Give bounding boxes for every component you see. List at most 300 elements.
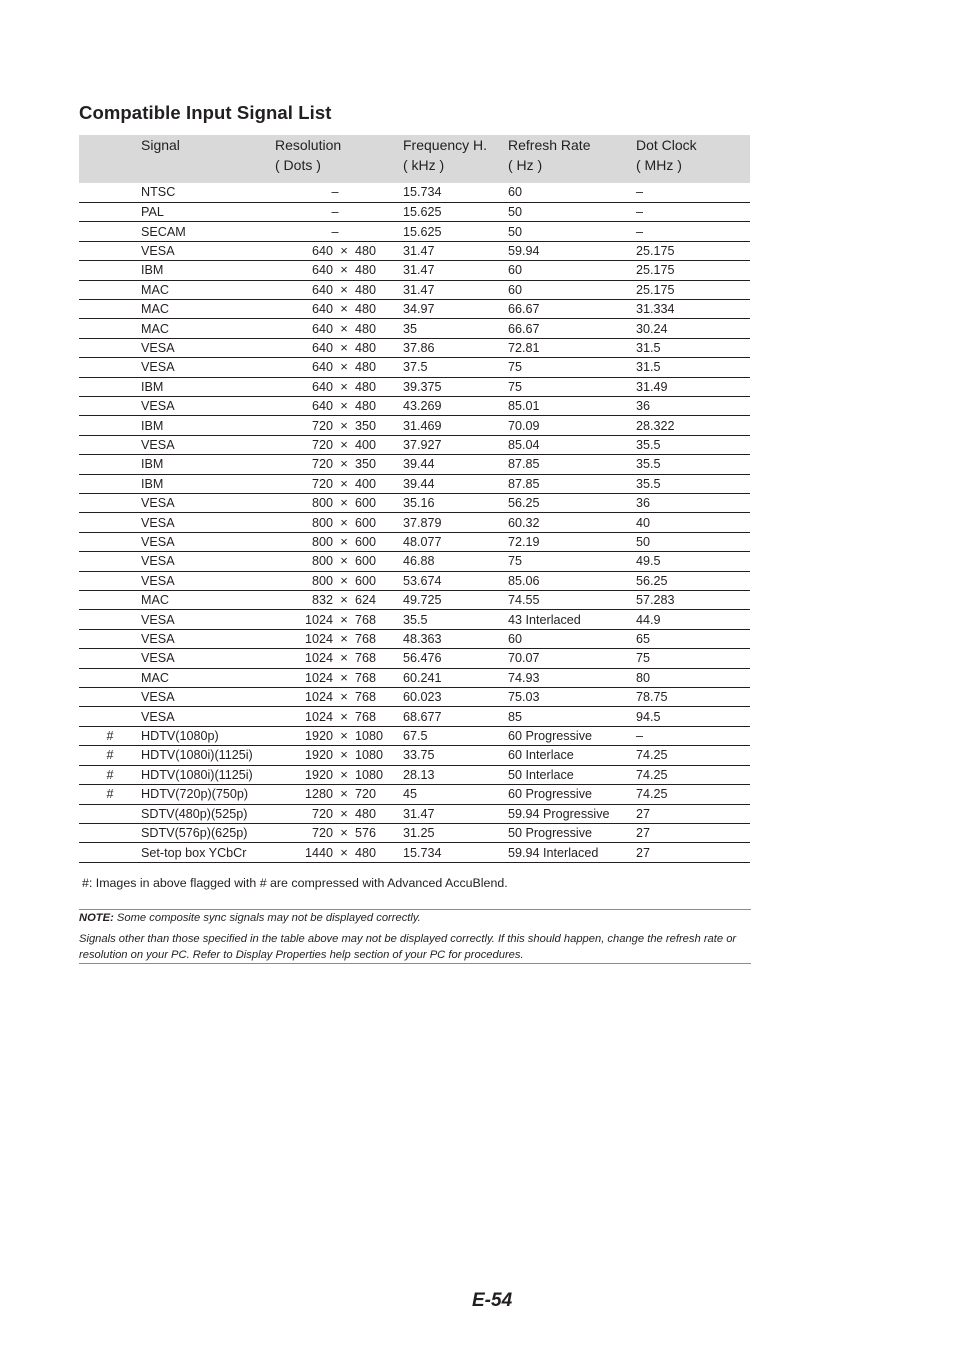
flag-mark [79,552,141,571]
resolution-cell [275,610,403,629]
resolution-height: 480 [355,302,377,317]
resolution-cell [275,319,403,338]
times-sign: × [340,766,348,782]
times-sign: × [340,534,348,550]
frequency-cell: 43.269 [403,399,442,414]
resolution-width: 640 [311,399,333,414]
resolution-height: 480 [355,243,377,258]
dot-clock-cell: 35.5 [636,437,661,452]
frequency-cell: 68.677 [403,709,442,724]
resolution-width: 1440 [304,845,333,860]
table-row [79,183,750,202]
resolution-cell [275,649,403,668]
flag-mark [79,377,141,396]
times-sign: × [340,456,348,472]
table-row [79,435,750,454]
resolution-height: 768 [355,651,377,666]
header-frequency-unit: ( kHz ) [403,157,445,173]
dot-clock-cell: 31.49 [636,379,668,394]
header-dot-clock-unit: ( MHz ) [636,157,682,173]
refresh-cell: 85 [508,709,523,724]
signal-cell: HDTV(1080i)(1125i) [141,748,253,763]
refresh-cell: 59.94 Interlaced [508,845,599,860]
times-sign: × [340,728,348,744]
refresh-cell: 60 Progressive [508,787,592,802]
resolution-cell [275,668,403,687]
frequency-cell: 49.725 [403,593,442,608]
dot-clock-cell: 31.5 [636,340,661,355]
frequency-cell: 37.86 [403,340,435,355]
flag-mark: # [106,748,114,763]
flag-mark [79,532,141,551]
table-header-row [79,135,750,183]
resolution-width: 720 [311,476,333,491]
resolution-width: 640 [311,379,333,394]
times-sign: × [340,611,348,627]
refresh-cell: 59.94 [508,243,540,258]
refresh-cell: 50 [508,224,523,239]
resolution-cell [275,183,403,202]
frequency-cell: 67.5 [403,729,428,744]
resolution-cell [275,377,403,396]
table-row [79,396,750,415]
dot-clock-cell: 35.5 [636,476,661,491]
resolution-width: 720 [311,418,333,433]
frequency-cell: 39.375 [403,379,442,394]
flag-mark [79,591,141,610]
dot-clock-cell: 44.9 [636,612,661,627]
resolution-width: 720 [311,437,333,452]
table-row [79,532,750,551]
header-frequency-label: Frequency H. [403,137,488,153]
flag-mark: # [106,767,114,782]
resolution-cell [275,416,403,435]
frequency-cell: 31.47 [403,243,435,258]
header-resolution [275,135,403,183]
flag-mark [79,202,141,221]
resolution-width: 800 [311,573,333,588]
resolution-height: 480 [355,379,377,394]
refresh-cell: 74.55 [508,593,540,608]
times-sign: × [340,495,348,511]
times-sign: × [340,689,348,705]
resolution-height: 480 [355,263,377,278]
refresh-cell: 72.81 [508,340,540,355]
dot-clock-cell: 36 [636,496,651,511]
resolution-cell [275,202,403,221]
frequency-cell: 15.734 [403,845,442,860]
times-sign: × [340,553,348,569]
header-refresh-unit: ( Hz ) [508,157,543,173]
table-row [79,358,750,377]
frequency-cell: 53.674 [403,573,442,588]
resolution-height: 600 [355,573,377,588]
resolution-height: 600 [355,496,377,511]
refresh-cell: 50 Progressive [508,826,592,841]
page-number: E-54 [472,1290,513,1311]
flag-mark [79,804,141,823]
resolution-width: 640 [311,302,333,317]
refresh-cell: 59.94 Progressive [508,806,610,821]
times-sign: × [340,378,348,394]
table-row [79,552,750,571]
frequency-cell: 56.476 [403,651,442,666]
signal-cell: VESA [141,360,175,375]
times-sign: × [340,514,348,530]
times-sign: × [340,825,348,841]
resolution-cell [275,591,403,610]
resolution-height: 768 [355,612,377,627]
dot-clock-cell: 74.25 [636,787,668,802]
frequency-cell: 39.44 [403,476,435,491]
resolution-width: 800 [311,515,333,530]
signal-cell: PAL [141,205,164,220]
header-signal: Signal [141,137,180,153]
resolution-cell [275,707,403,726]
signal-cell: IBM [141,476,164,491]
table-row [79,610,750,629]
flag-mark [79,222,141,241]
resolution-height: 480 [355,321,377,336]
resolution-height: 600 [355,554,377,569]
resolution-height: 624 [355,593,377,608]
resolution-width: 1024 [304,612,333,627]
resolution-height: 400 [355,476,377,491]
frequency-cell: 31.47 [403,263,435,278]
note-paragraph: Signals other than those specified in the table above may not be displayed correctly. If this should happen, change the refresh rate or resolution on your PC. Refer to Display Properties help section of your PC for procedures. [79,933,737,961]
flag-mark [79,823,141,842]
signal-cell: MAC [141,321,169,336]
refresh-cell: 60 Interlace [508,748,574,763]
flag-mark [79,513,141,532]
refresh-cell: 75.03 [508,690,540,705]
frequency-cell: 39.44 [403,457,435,472]
flag-mark [79,649,141,668]
resolution-width: 800 [311,496,333,511]
flag-mark [79,338,141,357]
frequency-cell: 60.241 [403,670,442,685]
resolution-cell [275,746,403,765]
table-row [79,843,750,862]
times-sign: × [340,301,348,317]
resolution-width: 640 [311,263,333,278]
flag-mark [79,435,141,454]
frequency-cell: 15.734 [403,185,442,200]
dot-clock-cell: 27 [636,806,651,821]
frequency-cell: 35 [403,321,418,336]
resolution-cell [275,358,403,377]
dot-clock-cell: 80 [636,670,651,685]
refresh-cell: 60.32 [508,515,540,530]
signal-cell: VESA [141,709,175,724]
flag-mark [79,241,141,260]
signal-cell: SECAM [141,224,186,239]
refresh-cell: 72.19 [508,535,540,550]
dot-clock-cell: 75 [636,651,651,666]
dot-clock-cell: 25.175 [636,243,675,258]
resolution-height: 720 [355,787,377,802]
table-row [79,261,750,280]
signal-cell: VESA [141,243,175,258]
table-row [79,668,750,687]
resolution-width: 640 [311,340,333,355]
signal-cell: SDTV(480p)(525p) [141,806,248,821]
resolution-height: 480 [355,399,377,414]
page-title: Compatible Input Signal List [79,102,332,123]
refresh-cell: 50 [508,205,523,220]
dot-clock-cell: 28.322 [636,418,675,433]
table-row [79,591,750,610]
signal-cell: VESA [141,632,175,647]
resolution-dash: – [331,205,339,220]
frequency-cell: 37.5 [403,360,428,375]
resolution-cell [275,396,403,415]
resolution-height: 1080 [355,729,384,744]
times-sign: × [340,262,348,278]
resolution-height: 400 [355,437,377,452]
times-sign: × [340,320,348,336]
flag-mark [79,629,141,648]
times-sign: × [340,708,348,724]
resolution-height: 480 [355,845,377,860]
frequency-cell: 48.077 [403,535,442,550]
refresh-cell: 85.04 [508,437,540,452]
resolution-cell [275,513,403,532]
table-row [79,649,750,668]
frequency-cell: 60.023 [403,690,442,705]
header-dot-clock-label: Dot Clock [636,137,697,153]
resolution-height: 768 [355,690,377,705]
signal-cell: HDTV(720p)(750p) [141,787,249,802]
resolution-width: 1280 [304,787,333,802]
resolution-width: 640 [311,321,333,336]
header-refresh-label: Refresh Rate [508,137,591,153]
table-row [79,629,750,648]
table-row [79,494,750,513]
resolution-width: 720 [311,806,333,821]
dot-clock-cell: 36 [636,399,651,414]
signal-cell: VESA [141,690,175,705]
resolution-height: 1080 [355,748,384,763]
signal-cell: VESA [141,535,175,550]
signal-cell: VESA [141,496,175,511]
resolution-cell [275,299,403,318]
resolution-cell [275,823,403,842]
times-sign: × [340,339,348,355]
frequency-cell: 46.88 [403,554,435,569]
dot-clock-cell: 35.5 [636,457,661,472]
flag-mark: # [106,787,114,802]
refresh-cell: 50 Interlace [508,767,574,782]
resolution-width: 1024 [304,670,333,685]
table-row [79,513,750,532]
frequency-cell: 37.927 [403,437,442,452]
header-resolution-label: Resolution [275,137,342,153]
resolution-cell [275,261,403,280]
resolution-height: 768 [355,670,377,685]
dot-clock-cell: 40 [636,515,651,530]
dot-clock-cell: 94.5 [636,709,661,724]
signal-cell: HDTV(1080i)(1125i) [141,767,253,782]
resolution-height: 768 [355,709,377,724]
signal-cell: VESA [141,573,175,588]
resolution-height: 600 [355,535,377,550]
resolution-cell [275,785,403,804]
signal-cell: VESA [141,399,175,414]
resolution-cell [275,455,403,474]
refresh-cell: 70.07 [508,651,540,666]
header-frequency [403,135,508,183]
resolution-cell [275,241,403,260]
table-row [79,416,750,435]
dot-clock-cell: 49.5 [636,554,661,569]
dot-clock-cell: 31.334 [636,302,675,317]
dot-clock-cell: 25.175 [636,282,675,297]
resolution-width: 832 [311,593,333,608]
resolution-cell [275,571,403,590]
flag-mark [79,319,141,338]
refresh-cell: 60 [508,185,523,200]
resolution-width: 640 [311,282,333,297]
resolution-width: 800 [311,535,333,550]
signal-cell: NTSC [141,185,176,200]
signal-cell: VESA [141,340,175,355]
resolution-width: 1024 [304,651,333,666]
resolution-width: 1024 [304,709,333,724]
times-sign: × [340,242,348,258]
signal-cell: MAC [141,302,169,317]
resolution-width: 1024 [304,690,333,705]
resolution-width: 720 [311,457,333,472]
flag-mark [79,299,141,318]
frequency-cell: 48.363 [403,632,442,647]
note-text: Some composite sync signals may not be displayed correctly. [113,912,421,924]
dot-clock-cell: 50 [636,535,651,550]
refresh-cell: 66.67 [508,321,540,336]
dot-clock-cell: 25.175 [636,263,675,278]
refresh-cell: 60 Progressive [508,729,592,744]
resolution-height: 350 [355,457,377,472]
resolution-cell [275,804,403,823]
dot-clock-cell: 57.283 [636,593,675,608]
refresh-cell: 60 [508,282,523,297]
resolution-height: 576 [355,826,377,841]
flag-mark [79,396,141,415]
times-sign: × [340,436,348,452]
header-refresh [508,135,636,183]
flag-mark [79,494,141,513]
resolution-width: 1024 [304,632,333,647]
resolution-width: 800 [311,554,333,569]
dot-clock-cell: 56.25 [636,573,668,588]
frequency-cell: 33.75 [403,748,435,763]
signal-cell: IBM [141,263,164,278]
resolution-cell [275,552,403,571]
times-sign: × [340,417,348,433]
signal-cell: VESA [141,515,175,530]
times-sign: × [340,786,348,802]
frequency-cell: 37.879 [403,515,442,530]
resolution-height: 1080 [355,767,384,782]
flag-mark [79,707,141,726]
signal-table [79,135,750,863]
refresh-cell: 85.06 [508,573,540,588]
resolution-height: 480 [355,340,377,355]
signal-cell: IBM [141,379,164,394]
table-row [79,299,750,318]
table-row [79,455,750,474]
resolution-cell [275,765,403,784]
times-sign: × [340,844,348,860]
times-sign: × [340,398,348,414]
resolution-cell [275,338,403,357]
flag-mark [79,183,141,202]
times-sign: × [340,650,348,666]
signal-cell: MAC [141,670,169,685]
table-row [79,474,750,493]
table-row [79,785,750,804]
refresh-cell: 75 [508,379,523,394]
dot-clock-cell: – [636,185,644,200]
notes-box [79,909,751,964]
resolution-cell [275,726,403,745]
table-row [79,319,750,338]
flag-mark [79,280,141,299]
resolution-cell [275,494,403,513]
dot-clock-cell: 65 [636,632,651,647]
frequency-cell: 15.625 [403,224,442,239]
signal-cell: MAC [141,282,169,297]
flag-mark [79,358,141,377]
times-sign: × [340,281,348,297]
resolution-cell [275,222,403,241]
header-dot-clock [636,135,750,183]
table-row [79,765,750,784]
resolution-width: 1920 [304,748,333,763]
table-row [79,688,750,707]
refresh-cell: 85.01 [508,399,540,414]
dot-clock-cell: 31.5 [636,360,661,375]
flag-mark [79,610,141,629]
signal-cell: MAC [141,593,169,608]
frequency-cell: 35.16 [403,496,435,511]
flag-mark [79,668,141,687]
signal-cell: Set-top box YCbCr [141,845,247,860]
resolution-cell [275,280,403,299]
dot-clock-cell: 27 [636,826,651,841]
times-sign: × [340,805,348,821]
resolution-height: 480 [355,360,377,375]
refresh-cell: 56.25 [508,496,540,511]
table-row [79,241,750,260]
note-label: NOTE: [79,912,114,924]
table-row [79,338,750,357]
signal-cell: VESA [141,612,175,627]
dot-clock-cell: – [636,729,644,744]
resolution-dash: – [331,185,339,200]
resolution-width: 720 [311,826,333,841]
resolution-cell [275,688,403,707]
signal-cell: VESA [141,437,175,452]
signal-cell: HDTV(1080p) [141,729,219,744]
table-row [79,726,750,745]
flag-mark: # [106,729,114,744]
refresh-cell: 87.85 [508,476,540,491]
refresh-cell: 60 [508,263,523,278]
table-row [79,746,750,765]
signal-cell: IBM [141,457,164,472]
flag-mark [79,571,141,590]
